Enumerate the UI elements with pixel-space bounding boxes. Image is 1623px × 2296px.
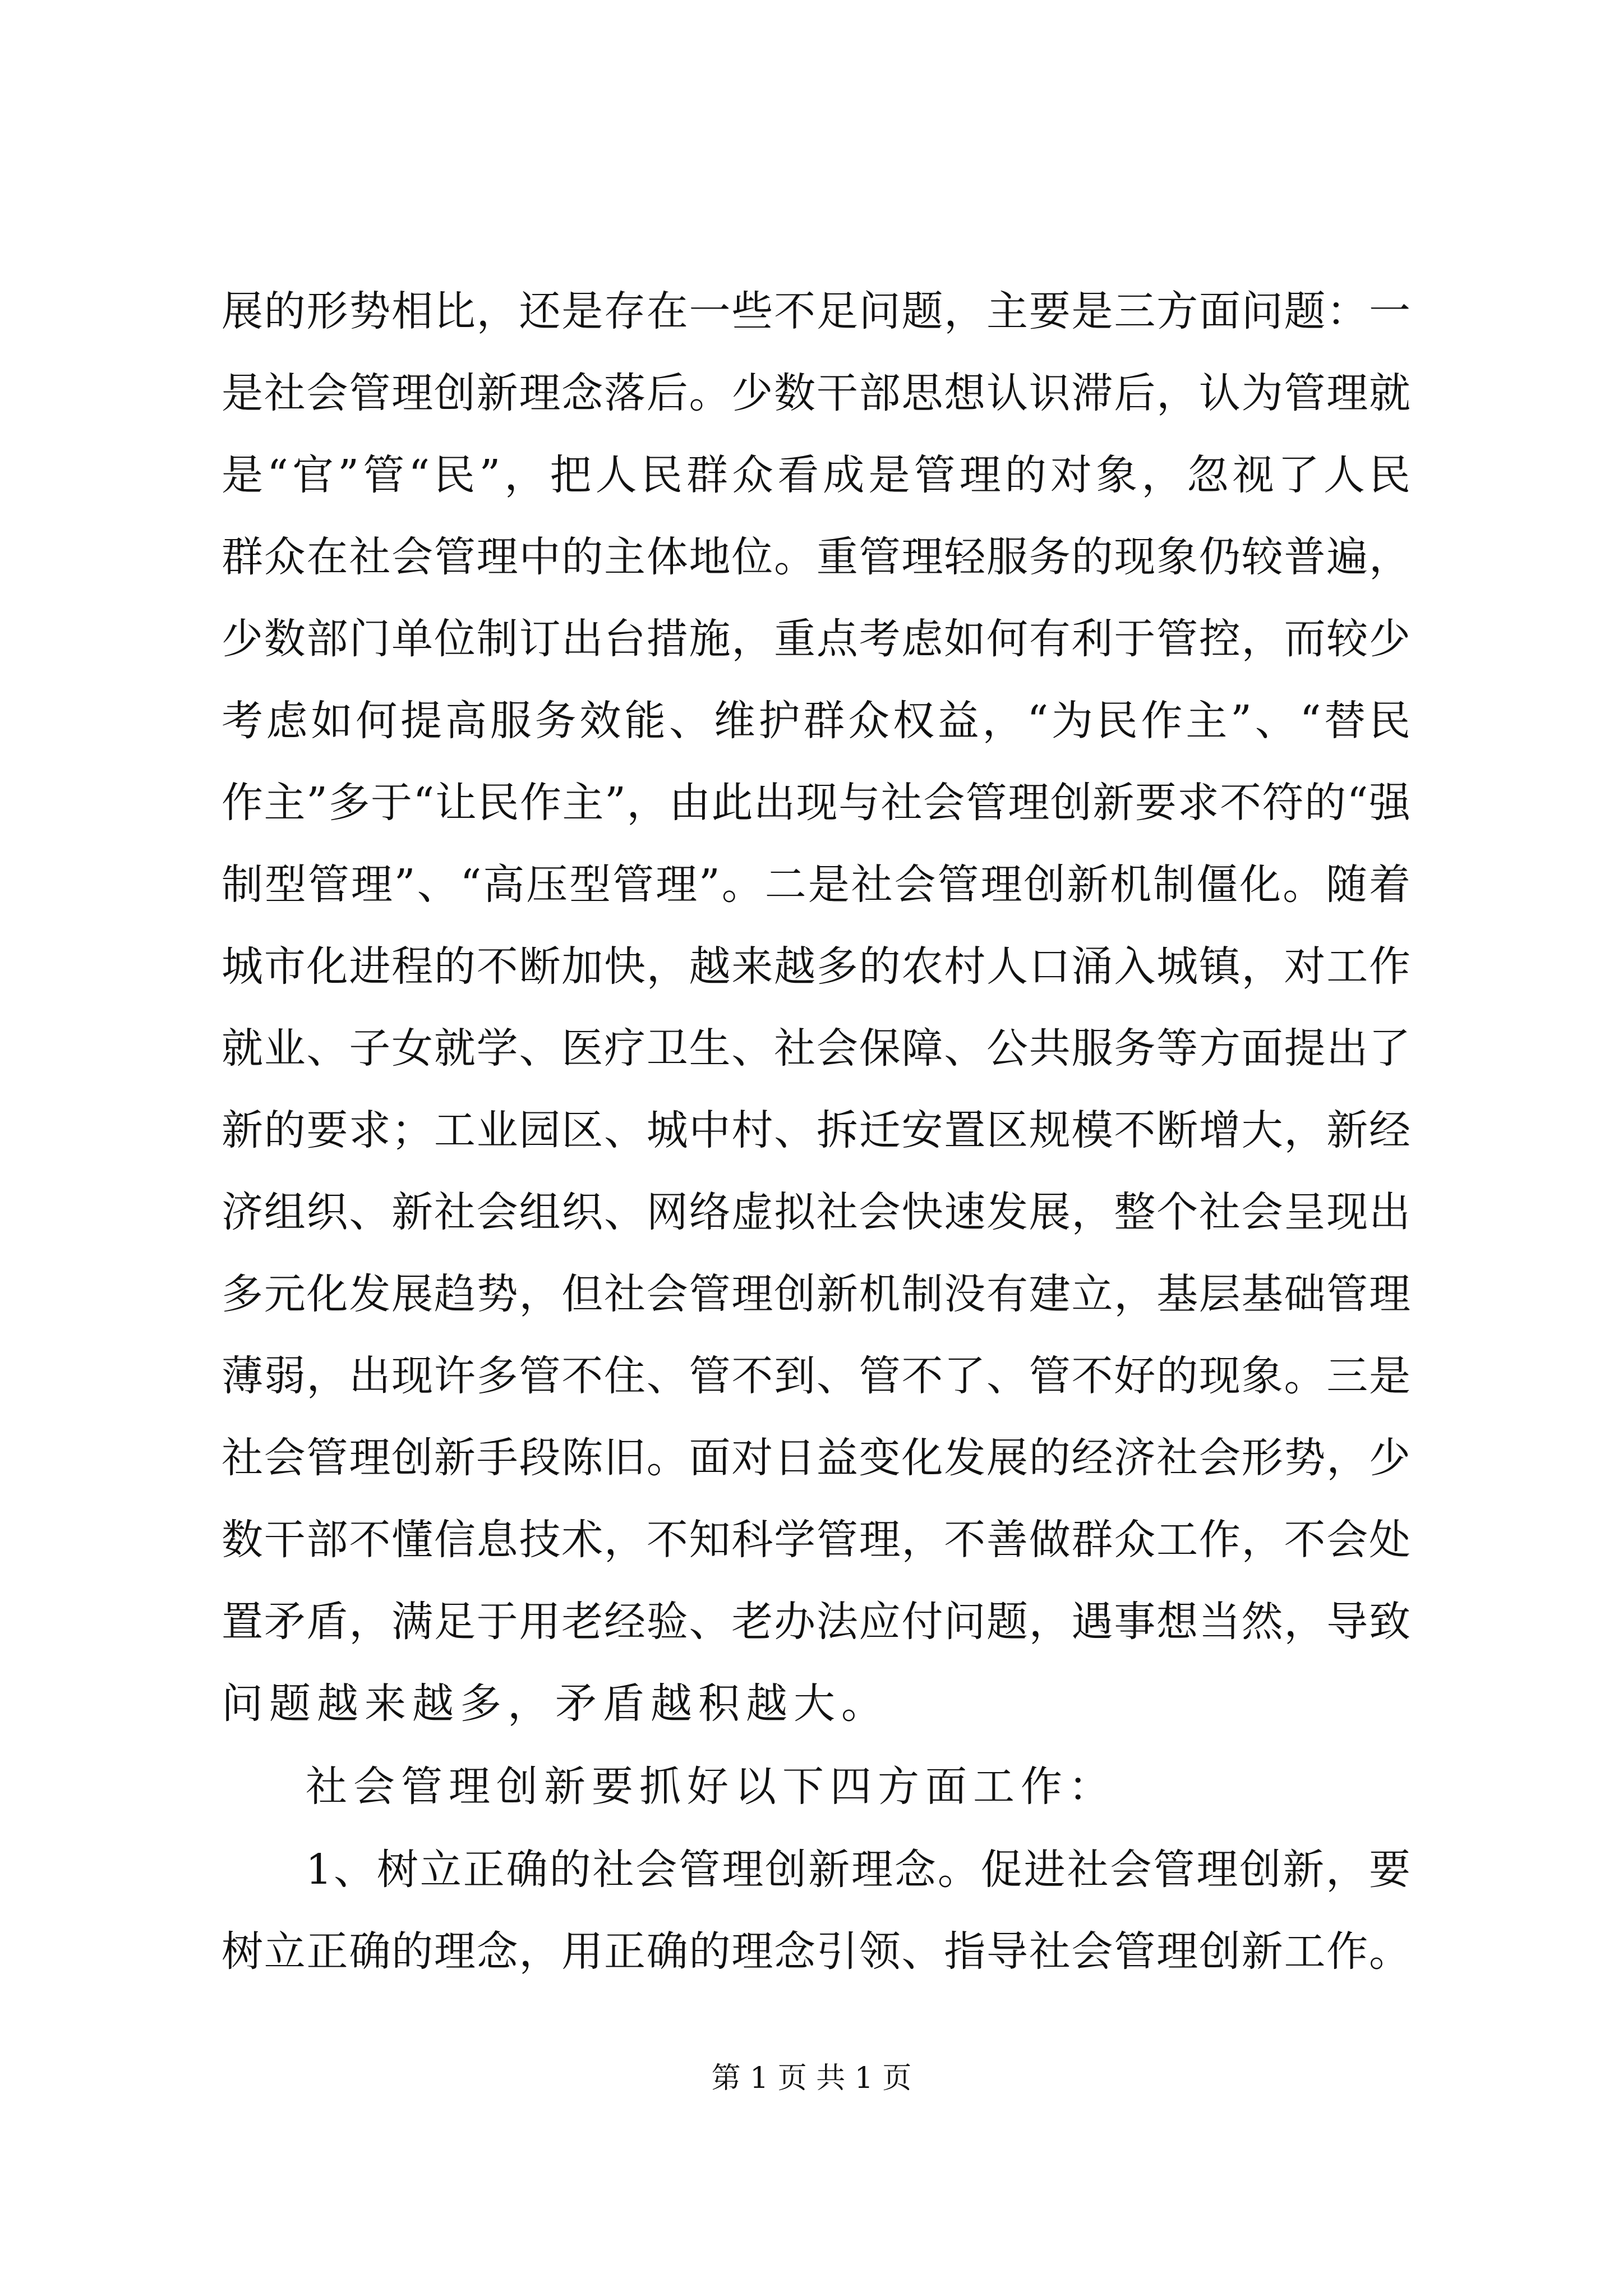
text-line: 就业、子女就学、医疗卫生、社会保障、公共服务等方面提出了 xyxy=(222,1024,1410,1073)
text-line: 城市化进程的不断加快，越来越多的农村人口涌入城镇，对工作 xyxy=(222,942,1410,991)
text-line: 多元化发展趋势，但社会管理创新机制没有建立，基层基础管理 xyxy=(222,1270,1410,1318)
text-line: 济组织、新社会组织、网络虚拟社会快速发展，整个社会呈现出 xyxy=(222,1188,1410,1236)
text-line: 是社会管理创新理念落后。少数干部思想认识滞后，认为管理就 xyxy=(222,369,1410,417)
text-line: 社会管理创新手段陈旧。面对日益变化发展的经济社会形势，少 xyxy=(222,1434,1410,1482)
page-footer: 第 1 页 共 1 页 xyxy=(711,2062,912,2095)
text-line: 群众在社会管理中的主体地位。重管理轻服务的现象仍较普遍， xyxy=(222,533,1410,581)
text-line: 考虑如何提高服务效能、维护群众权益，“为民作主”、“替民 xyxy=(222,697,1410,745)
text-line: 是“官”管“民”，把人民群众看成是管理的对象，忽视了人民 xyxy=(222,451,1410,499)
paragraph-heading: 社会管理创新要抓好以下四方面工作： xyxy=(306,1763,1116,1811)
text-line: 置矛盾，满足于用老经验、老办法应付问题，遇事想当然，导致 xyxy=(222,1598,1410,1646)
text-line: 少数部门单位制订出台措施，重点考虑如何有利于管控，而较少 xyxy=(222,615,1410,663)
text-line: 数干部不懂信息技术，不知科学管理，不善做群众工作，不会处 xyxy=(222,1516,1410,1564)
text-line: 薄弱，出现许多管不住、管不到、管不了、管不好的现象。三是 xyxy=(222,1352,1410,1400)
text-line: 作主”多于“让民作主”，由此出现与社会管理创新要求不符的“强 xyxy=(222,779,1410,827)
text-line: 问题越来越多，矛盾越积越大。 xyxy=(222,1680,889,1728)
text-line: 制型管理”、“高压型管理”。二是社会管理创新机制僵化。随着 xyxy=(222,861,1410,909)
text-line: 1、树立正确的社会管理创新理念。促进社会管理创新，要 xyxy=(306,1846,1410,1894)
text-line: 树立正确的理念，用正确的理念引领、指导社会管理创新工作。 xyxy=(222,1927,1410,1976)
text-line: 展的形势相比，还是存在一些不足问题，主要是三方面问题：一 xyxy=(222,287,1410,335)
text-line: 新的要求；工业园区、城中村、拆迁安置区规模不断增大，新经 xyxy=(222,1106,1410,1154)
